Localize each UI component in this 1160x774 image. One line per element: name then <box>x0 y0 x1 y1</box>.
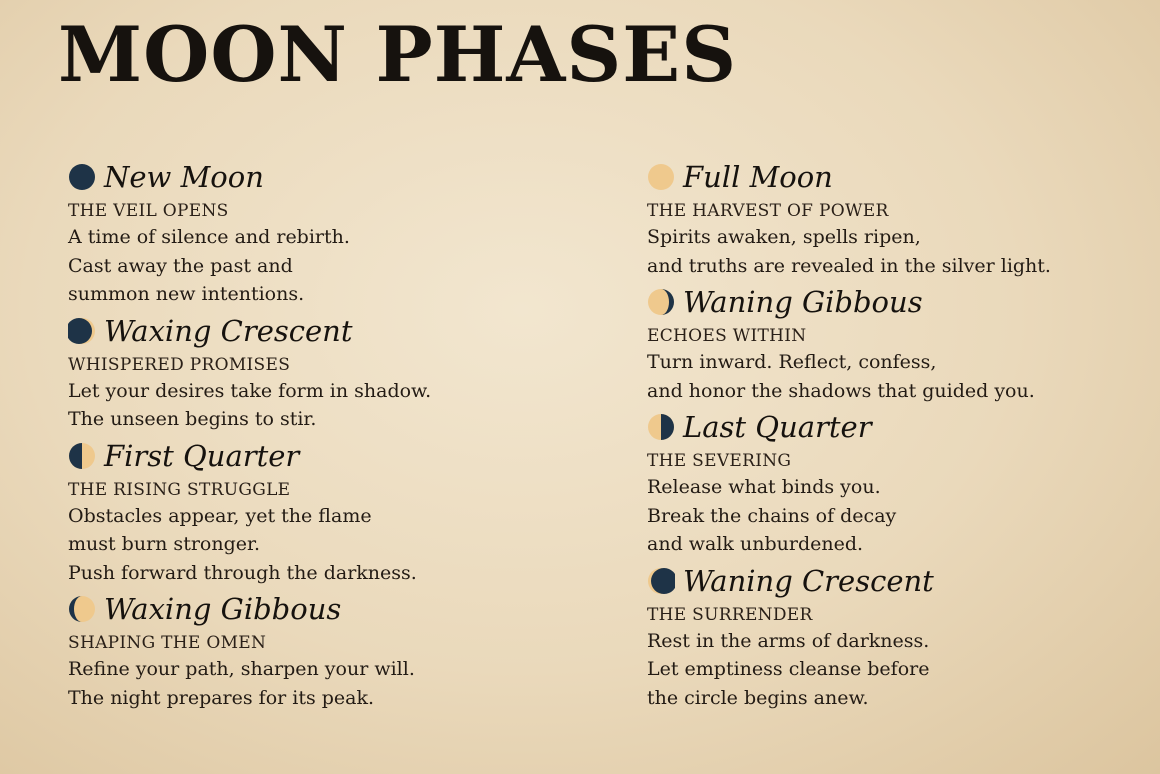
phase-name: New Moon <box>104 160 264 194</box>
phase-first-quarter <box>68 434 568 588</box>
phase-subtitle: SHAPING THE OMEN <box>68 633 267 653</box>
phase-heading <box>647 280 1147 324</box>
phase-subtitle: THE SURRENDER <box>647 604 813 625</box>
phase-description: and honor the shadows that guided you. <box>647 379 1035 402</box>
phase-name: Waning Gibbous <box>683 285 923 319</box>
phase-subtitle: THE RISING STRUGGLE <box>68 479 291 500</box>
phase-description: must burn stronger. <box>68 533 261 555</box>
phase-description: Refine your path, sharpen your will. <box>68 658 415 680</box>
last-quarter-icon <box>647 413 675 441</box>
phase-description: the circle begins anew. <box>647 686 869 709</box>
phase-full-moon <box>647 155 1147 280</box>
phase-description: Break the chains of decay <box>647 504 897 527</box>
phase-description: Let emptiness cleanse before <box>647 658 930 680</box>
phase-heading <box>68 309 568 353</box>
phase-description: Push forward through the darkness. <box>68 561 417 584</box>
phase-description: The night prepares for its peak. <box>68 686 375 709</box>
first-quarter-icon <box>68 442 96 470</box>
phase-new-moon <box>68 155 568 309</box>
phase-description: The unseen begins to stir. <box>68 408 317 430</box>
phase-name: Waxing Gibbous <box>104 592 342 626</box>
phase-description: Cast away the past and <box>68 254 293 277</box>
phase-description: summon new intentions. <box>68 283 305 305</box>
phase-subtitle: ECHOES WITHIN <box>647 326 807 346</box>
right-column <box>647 155 1147 712</box>
phase-heading <box>68 434 568 478</box>
phase-description: A time of silence and rebirth. <box>68 226 350 248</box>
phase-description: Spirits awaken, spells ripen, <box>647 226 921 248</box>
page-title: MOON PHASES <box>58 10 738 99</box>
phase-subtitle: THE HARVEST OF POWER <box>647 201 889 221</box>
waning-crescent-icon <box>647 567 675 595</box>
phase-description: Turn inward. Reflect, confess, <box>647 351 937 373</box>
phase-description: and truths are revealed in the silver light. <box>647 254 1051 277</box>
left-column <box>68 155 568 712</box>
phase-description: Let your desires take form in shadow. <box>68 379 432 402</box>
phase-description: Obstacles appear, yet the flame <box>68 504 372 527</box>
phase-heading <box>68 587 568 631</box>
phase-heading <box>647 559 1147 603</box>
phase-name: Waning Crescent <box>683 563 934 598</box>
phase-subtitle: THE SEVERING <box>647 451 792 471</box>
phase-subtitle: WHISPERED PROMISES <box>68 354 291 375</box>
phase-description: and walk unburdened. <box>647 533 864 555</box>
phase-waxing-crescent <box>68 309 568 434</box>
phase-name: Last Quarter <box>683 410 872 444</box>
waxing-gibbous-icon <box>68 595 96 623</box>
phase-name: Waxing Crescent <box>104 313 353 348</box>
phase-description: Release what binds you. <box>647 476 881 498</box>
phase-last-quarter <box>647 405 1147 559</box>
full-moon-icon <box>647 163 675 191</box>
phase-heading <box>68 155 568 199</box>
phase-subtitle: THE VEIL OPENS <box>68 201 229 221</box>
phase-heading <box>647 405 1147 449</box>
waning-gibbous-icon <box>647 288 675 316</box>
phase-waxing-gibbous <box>68 587 568 712</box>
phase-waning-gibbous <box>647 280 1147 405</box>
phase-description: Rest in the arms of darkness. <box>647 629 930 652</box>
phase-name: First Quarter <box>104 438 300 473</box>
new-moon-icon <box>68 163 96 191</box>
phase-name: Full Moon <box>683 160 833 194</box>
waxing-crescent-icon <box>68 317 96 345</box>
phase-waning-crescent <box>647 559 1147 713</box>
phase-heading <box>647 155 1147 199</box>
